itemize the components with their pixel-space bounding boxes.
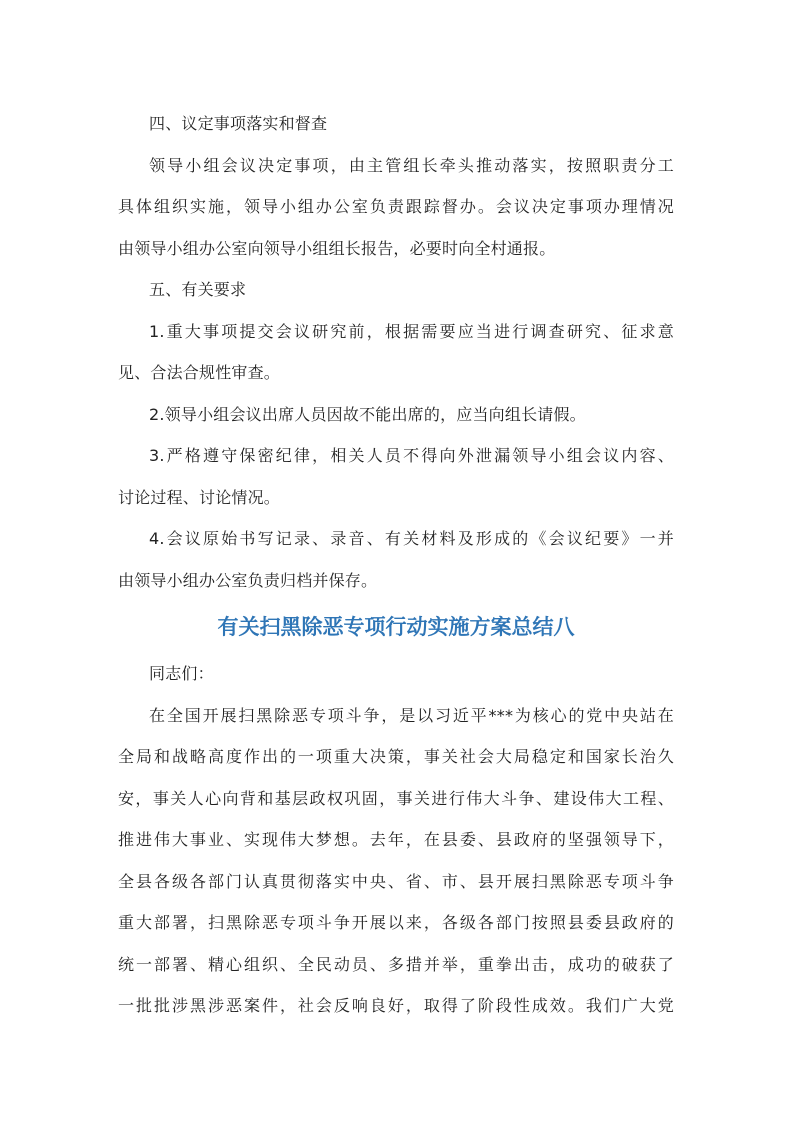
body-line: 全局和战略高度作出的一项重大决策，事关社会大局稳定和国家长治久 [118,747,674,766]
paragraph-line: 具体组织实施，领导小组办公室负责跟踪督办。会议决定事项办理情况 [118,197,674,216]
requirement-item-2: 2.领导小组会议出席人员因故不能出席的，应当向组长请假。 [149,404,586,424]
section-five-heading: 五、有关要求 [149,280,247,299]
requirement-item-3: 3.严格遵守保密纪律，相关人员不得向外泄漏领导小组会议内容、 [149,446,674,465]
body-line: 推进伟大事业、实现伟大梦想。去年，在县委、县政府的坚强领导下， [118,830,674,849]
body-line: 安，事关人心向背和基层政权巩固，事关进行伟大斗争、建设伟大工程、 [118,788,674,808]
requirement-item-4: 4.会议原始书写记录、录音、有关材料及形成的《会议纪要》一并 [149,529,674,548]
article-title: 有关扫黑除恶专项行动实施方案总结八 [217,615,575,639]
requirement-item-4-cont: 由领导小组办公室负责归档并保存。 [118,570,378,590]
document-page [118,103,674,1027]
body-line: 在全国开展扫黑除恶专项斗争，是以习近平***为核心的党中央站在 [149,705,674,725]
body-line: 统一部署、精心组织、全民动员、多措并举，重拳出击，成功的破获了 [118,954,674,974]
salutation: 同志们： [149,664,214,683]
requirement-item-1: 1.重大事项提交会议研究前，根据需要应当进行调查研究、征求意 [149,321,674,341]
body-line: 一批批涉黑涉恶案件，社会反响良好，取得了阶段性成效。我们广大党 [118,996,674,1015]
paragraph-line: 由领导小组办公室向领导小组组长报告，必要时向全村通报。 [118,238,556,258]
requirement-item-1-cont: 见、合法合规性审查。 [118,363,281,382]
body-line: 全县各级各部门认真贯彻落实中央、省、市、县开展扫黑除恶专项斗争 [118,871,674,891]
body-line: 重大部署，扫黑除恶专项斗争开展以来，各级各部门按照县委县政府的 [118,913,674,932]
paragraph-line: 领导小组会议决定事项，由主管组长牵头推动落实，按照职责分工 [149,155,674,175]
section-four-heading: 四、议定事项落实和督查 [149,114,328,133]
requirement-item-3-cont: 讨论过程、讨论情况。 [118,487,281,507]
